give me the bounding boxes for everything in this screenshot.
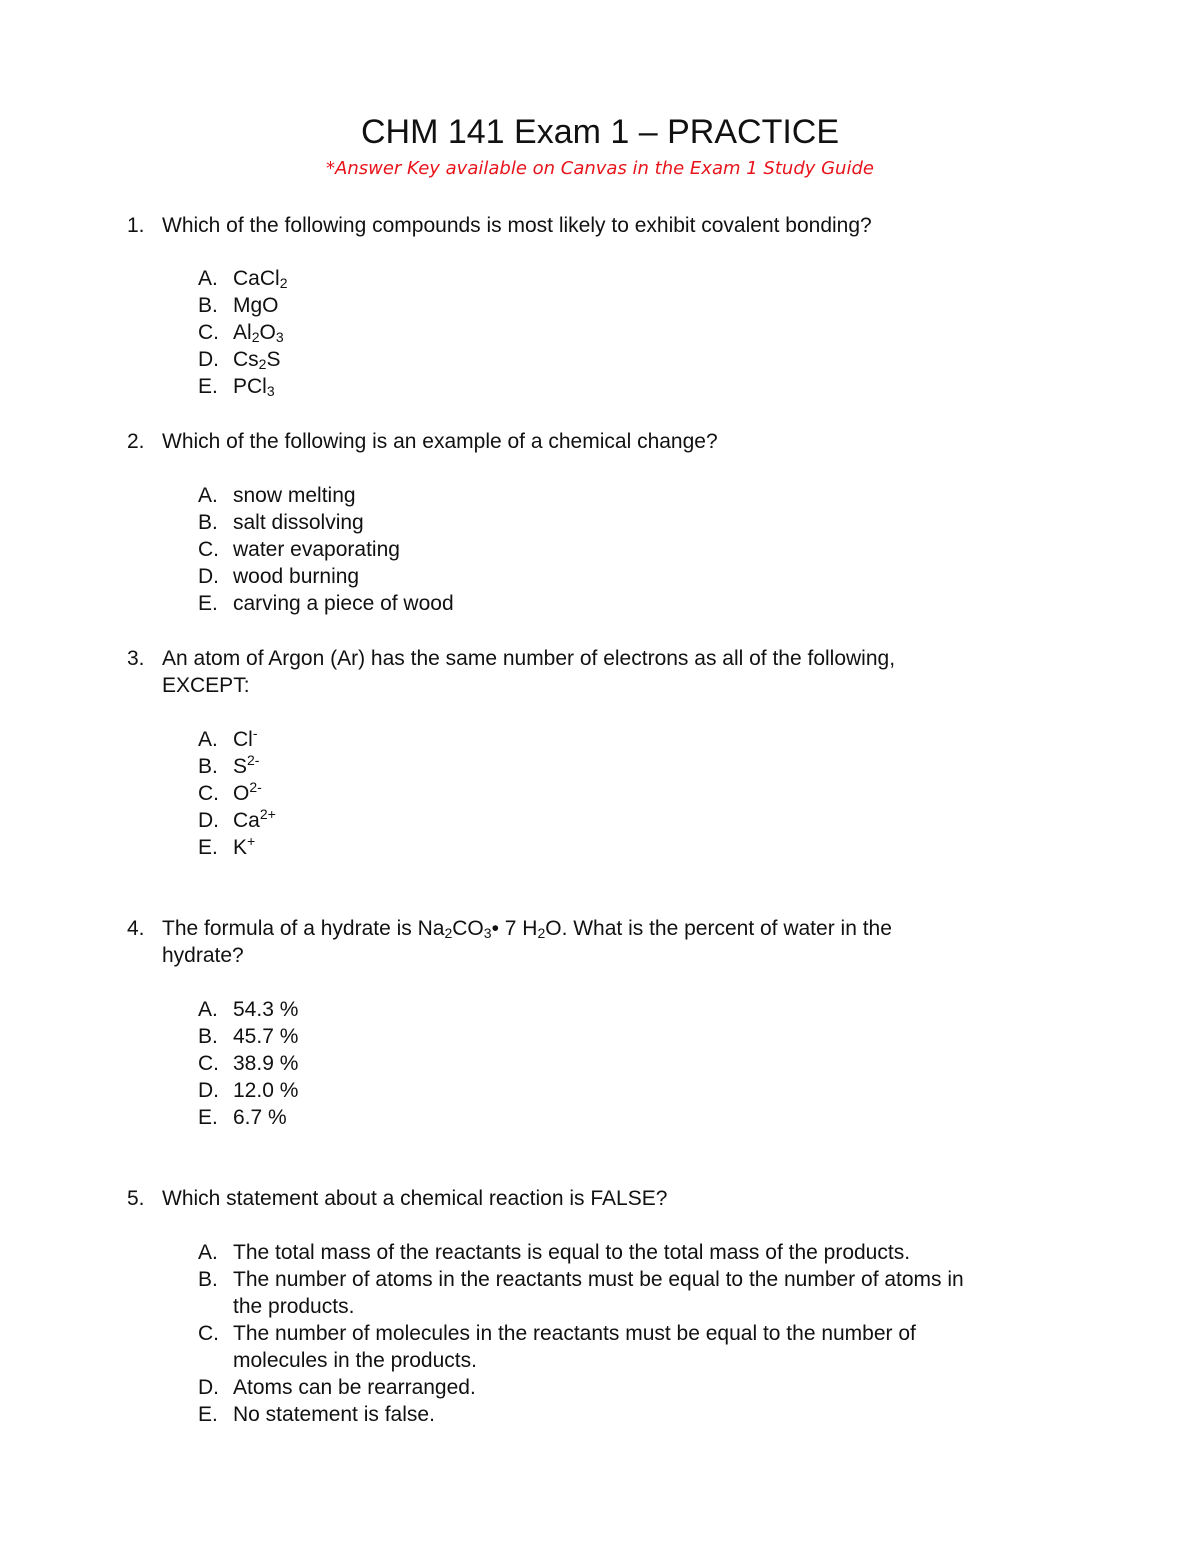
option-letter: D. bbox=[198, 1079, 219, 1102]
option-text: 54.3 % bbox=[233, 998, 299, 1021]
option-letter: B. bbox=[198, 1025, 218, 1048]
question-number: 1. bbox=[127, 214, 145, 237]
option-letter: E. bbox=[198, 375, 218, 398]
option-text: PCl$_3$ bbox=[233, 375, 275, 399]
option-letter: B. bbox=[198, 755, 218, 778]
option-text: The number of atoms in the reactants must be equal to the number of atoms in bbox=[233, 1268, 964, 1291]
option-text: The total mass of the reactants is equal to the total mass of the products. bbox=[233, 1241, 911, 1264]
option-text: The number of molecules in the reactants must be equal to the number of bbox=[233, 1322, 916, 1345]
option-text: MgO bbox=[233, 294, 279, 317]
option-text: K+ bbox=[233, 833, 256, 859]
option-text: $Al_2O_3$ bbox=[233, 321, 284, 345]
option-letter: D. bbox=[198, 348, 219, 371]
option-letter: E. bbox=[198, 836, 218, 859]
question-number: 5. bbox=[127, 1187, 145, 1210]
option-letter: D. bbox=[198, 809, 219, 832]
option-letter: C. bbox=[198, 782, 219, 805]
option-text: molecules in the products. bbox=[233, 1349, 477, 1372]
question-text: EXCEPT: bbox=[162, 674, 250, 697]
option-text: water evaporating bbox=[233, 538, 400, 561]
question-text: Which statement about a chemical reaction is FALSE? bbox=[162, 1187, 668, 1210]
option-letter: C. bbox=[198, 1322, 219, 1345]
option-text: 6.7 % bbox=[233, 1106, 287, 1129]
question-text: Which of the following is an example of a chemical change? bbox=[162, 430, 718, 453]
option-letter: E. bbox=[198, 1403, 218, 1426]
option-text: snow melting bbox=[233, 484, 356, 507]
question-text: The formula of a hydrate is $Na_2CO_3•$ 7 $H_2O$. What is the percent of water in the bbox=[162, 917, 892, 941]
option-letter: A. bbox=[198, 484, 218, 507]
option-letter: E. bbox=[198, 592, 218, 615]
option-letter: B. bbox=[198, 511, 218, 534]
option-text: $Ca^{2+}$ bbox=[233, 806, 276, 832]
page-title: CHM 141 Exam 1 – PRACTICE bbox=[360, 113, 840, 151]
question-number: 4. bbox=[127, 917, 145, 940]
answer-key-note: *Answer Key available on Canvas in the Exam 1 Study Guide bbox=[326, 158, 874, 179]
option-letter: C. bbox=[198, 1052, 219, 1075]
option-letter: C. bbox=[198, 321, 219, 344]
option-text: wood burning bbox=[233, 565, 360, 588]
option-text: $Cs_2S$ bbox=[233, 348, 281, 372]
question-text: An atom of Argon (Ar) has the same number of electrons as all of the following, bbox=[162, 647, 896, 670]
option-text: 45.7 % bbox=[233, 1025, 299, 1048]
question-number: 2. bbox=[127, 430, 145, 453]
option-letter: C. bbox=[198, 538, 219, 561]
option-letter: A. bbox=[198, 728, 218, 751]
option-text: CaCl$_2$ bbox=[233, 267, 288, 291]
option-letter: D. bbox=[198, 1376, 219, 1399]
option-text: carving a piece of wood bbox=[233, 592, 454, 615]
option-text: $O^{2-}$ bbox=[233, 779, 262, 805]
option-letter: B. bbox=[198, 294, 218, 317]
option-text: 12.0 % bbox=[233, 1079, 299, 1102]
option-text: 38.9 % bbox=[233, 1052, 299, 1075]
question-number: 3. bbox=[127, 647, 145, 670]
option-letter: A. bbox=[198, 998, 218, 1021]
option-letter: A. bbox=[198, 1241, 218, 1264]
option-text: Cl- bbox=[233, 725, 258, 751]
question-text: hydrate? bbox=[162, 944, 244, 967]
option-letter: B. bbox=[198, 1268, 218, 1291]
question-text: Which of the following compounds is most likely to exhibit covalent bonding? bbox=[162, 214, 872, 237]
option-letter: D. bbox=[198, 565, 219, 588]
option-letter: E. bbox=[198, 1106, 218, 1129]
option-letter: A. bbox=[198, 267, 218, 290]
option-text: $S^{2-}$ bbox=[233, 752, 260, 778]
option-text: Atoms can be rearranged. bbox=[233, 1376, 476, 1399]
option-text: the products. bbox=[233, 1295, 355, 1318]
option-text: No statement is false. bbox=[233, 1403, 435, 1426]
option-text: salt dissolving bbox=[233, 511, 364, 534]
